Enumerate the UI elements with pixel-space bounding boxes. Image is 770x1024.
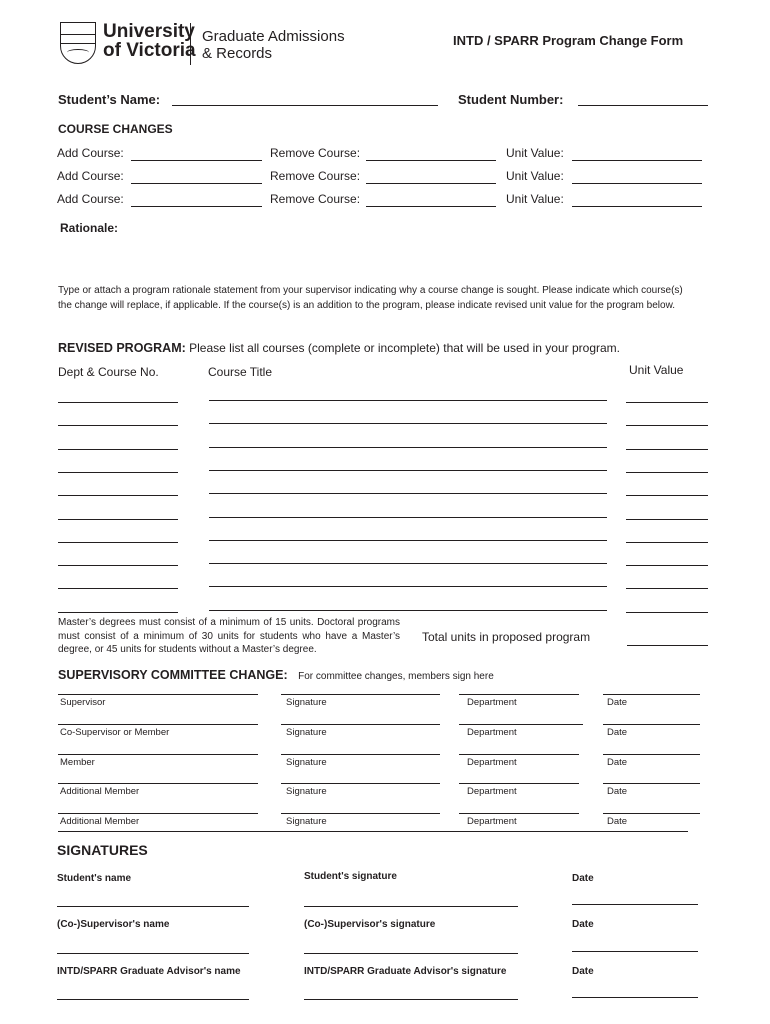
committee-date-field[interactable] xyxy=(603,694,700,695)
add-course-label: Add Course: xyxy=(57,146,124,160)
unit-value-field[interactable] xyxy=(626,542,708,543)
remove-course-label: Remove Course: xyxy=(270,192,361,206)
signature-name-label: INTD/SPARR Graduate Advisor's name xyxy=(57,966,241,977)
dept-course-field[interactable] xyxy=(58,519,178,520)
committee-department-label: Department xyxy=(467,757,517,768)
dept-course-field[interactable] xyxy=(58,425,178,426)
committee-department-label: Department xyxy=(467,816,517,827)
committee-department-field[interactable] xyxy=(459,694,579,695)
committee-role-label: Co-Supervisor or Member xyxy=(60,727,170,738)
signature-sig-label: (Co-)Supervisor's signature xyxy=(304,919,436,930)
committee-signature-field[interactable] xyxy=(281,754,440,755)
committee-signature-label: Signature xyxy=(286,727,327,738)
course-title-field[interactable] xyxy=(209,400,607,401)
department-name xyxy=(202,28,345,62)
unit-value-field[interactable] xyxy=(626,612,708,613)
signature-sig-label: Student's signature xyxy=(304,871,397,882)
committee-department-field[interactable] xyxy=(459,754,579,755)
revised-program-instruction: Please list all courses (complete or incomplete) that will be used in your program. xyxy=(189,341,620,355)
logo-line-2: of Victoria xyxy=(103,40,196,61)
signature-date-label: Date xyxy=(572,966,594,977)
dept-line-1: Graduate Admissions xyxy=(202,28,345,45)
dept-course-field[interactable] xyxy=(58,472,178,473)
remove-course-label: Remove Course: xyxy=(270,146,361,160)
student-number-field[interactable] xyxy=(578,105,708,106)
unit-value-label: Unit Value: xyxy=(506,146,564,160)
course-title-field[interactable] xyxy=(209,540,607,541)
committee-signature-field[interactable] xyxy=(281,724,440,725)
committee-name-field[interactable] xyxy=(58,754,258,755)
unit-value-field[interactable] xyxy=(572,183,702,184)
signature-name-field[interactable] xyxy=(57,953,249,954)
col-title-header: Course Title xyxy=(208,365,273,379)
student-name-field[interactable] xyxy=(172,105,438,106)
course-title-field[interactable] xyxy=(209,447,607,448)
signature-date-field[interactable] xyxy=(572,951,698,952)
student-name-label: Student’s Name: xyxy=(58,92,161,107)
committee-name-field[interactable] xyxy=(58,724,258,725)
signature-sig-field[interactable] xyxy=(304,953,518,954)
dept-course-field[interactable] xyxy=(58,565,178,566)
remove-course-field[interactable] xyxy=(366,160,496,161)
course-changes-heading: COURSE CHANGES xyxy=(58,122,173,136)
university-crest-icon xyxy=(60,22,96,64)
committee-date-label: Date xyxy=(607,757,628,768)
course-title-field[interactable] xyxy=(209,586,607,587)
signature-date-field[interactable] xyxy=(572,997,698,998)
add-course-label: Add Course: xyxy=(57,169,124,183)
course-title-field[interactable] xyxy=(209,563,607,564)
committee-bottom-rule xyxy=(58,831,688,832)
total-units-label: Total units in proposed program xyxy=(422,630,591,644)
logo-divider xyxy=(190,23,191,65)
signature-name-label: Student's name xyxy=(57,873,132,884)
unit-value-label: Unit Value: xyxy=(506,192,564,206)
unit-value-label: Unit Value: xyxy=(506,169,564,183)
signature-sig-field[interactable] xyxy=(304,906,518,907)
committee-department-label: Department xyxy=(467,786,517,797)
committee-signature-label: Signature xyxy=(286,757,327,768)
committee-signature-field[interactable] xyxy=(281,783,440,784)
committee-name-field[interactable] xyxy=(58,813,258,814)
course-title-field[interactable] xyxy=(209,517,607,518)
signature-sig-label: INTD/SPARR Graduate Advisor's signature xyxy=(304,966,507,977)
add-course-field[interactable] xyxy=(131,183,262,184)
col-dept-header: Dept & Course No. xyxy=(58,365,159,379)
unit-value-field[interactable] xyxy=(572,160,702,161)
course-title-field[interactable] xyxy=(209,423,607,424)
unit-value-field[interactable] xyxy=(626,449,708,450)
logo-line-1: University xyxy=(103,21,195,42)
remove-course-field[interactable] xyxy=(366,183,496,184)
unit-value-field[interactable] xyxy=(626,565,708,566)
unit-value-field[interactable] xyxy=(626,519,708,520)
course-title-field[interactable] xyxy=(209,470,607,471)
signature-name-field[interactable] xyxy=(57,999,249,1000)
committee-heading: SUPERVISORY COMMITTEE CHANGE: xyxy=(58,668,288,682)
committee-department-field[interactable] xyxy=(459,813,579,814)
committee-signature-label: Signature xyxy=(286,786,327,797)
committee-instruction: For committee changes, members sign here xyxy=(298,671,494,682)
committee-date-field[interactable] xyxy=(603,724,700,725)
committee-date-field[interactable] xyxy=(603,813,700,814)
unit-value-field[interactable] xyxy=(626,495,708,496)
committee-department-field[interactable] xyxy=(459,724,583,725)
committee-department-label: Department xyxy=(467,697,517,708)
add-course-field[interactable] xyxy=(131,206,262,207)
dept-line-2: & Records xyxy=(202,45,273,62)
signature-date-label: Date xyxy=(572,919,594,930)
committee-signature-label: Signature xyxy=(286,697,327,708)
unit-value-field[interactable] xyxy=(626,588,708,589)
form-title: INTD / SPARR Program Change Form xyxy=(453,33,684,48)
committee-department-field[interactable] xyxy=(459,783,579,784)
revised-program-heading-line xyxy=(58,341,620,355)
revised-program-heading: REVISED PROGRAM: xyxy=(58,341,186,355)
dept-course-field[interactable] xyxy=(58,612,178,613)
committee-signature-label: Signature xyxy=(286,816,327,827)
dept-course-field[interactable] xyxy=(58,449,178,450)
add-course-field[interactable] xyxy=(131,160,262,161)
university-logo-text xyxy=(103,22,196,60)
add-course-label: Add Course: xyxy=(57,192,124,206)
committee-role-label: Supervisor xyxy=(60,697,106,708)
signature-name-field[interactable] xyxy=(57,906,249,907)
unit-value-field[interactable] xyxy=(626,425,708,426)
committee-signature-field[interactable] xyxy=(281,813,440,814)
committee-role-label: Additional Member xyxy=(60,786,140,797)
unit-value-field[interactable] xyxy=(626,472,708,473)
committee-heading-line xyxy=(58,666,494,684)
signature-date-label: Date xyxy=(572,873,594,884)
dept-course-field[interactable] xyxy=(58,542,178,543)
committee-name-field[interactable] xyxy=(58,694,258,695)
committee-role-label: Member xyxy=(60,757,95,768)
dept-course-field[interactable] xyxy=(58,402,178,403)
units-note: Master’s degrees must consist of a minimum of 15 units. Doctoral programs must consist of a minimum of 30 units for students who have a Master’s degree, or 45 units for students without a Master’s degree. xyxy=(58,617,400,655)
col-unit-header: Unit Value xyxy=(629,363,684,377)
committee-role-label: Additional Member xyxy=(60,816,140,827)
committee-name-field[interactable] xyxy=(58,783,258,784)
committee-signature-field[interactable] xyxy=(281,694,440,695)
student-number-label: Student Number: xyxy=(458,92,564,107)
rationale-text: Type or attach a program rationale statement from your supervisor indicating why a course change is sought. Please indicate which course(s) the change will replace, if applicable. If the course(s) is an addition to the program, please indicate revised unit value for the program below. xyxy=(58,285,683,311)
signature-name-label: (Co-)Supervisor's name xyxy=(57,919,170,930)
committee-department-label: Department xyxy=(467,727,517,738)
signatures-heading: SIGNATURES xyxy=(57,842,148,858)
rationale-heading: Rationale: xyxy=(60,221,119,235)
committee-date-label: Date xyxy=(607,816,628,827)
unit-value-field[interactable] xyxy=(572,206,702,207)
signature-sig-field[interactable] xyxy=(304,999,518,1000)
committee-date-label: Date xyxy=(607,727,628,738)
committee-date-field[interactable] xyxy=(603,783,700,784)
dept-course-field[interactable] xyxy=(58,495,178,496)
course-title-field[interactable] xyxy=(209,493,607,494)
committee-date-label: Date xyxy=(607,786,628,797)
total-units-field[interactable] xyxy=(627,645,708,646)
committee-date-field[interactable] xyxy=(603,754,700,755)
dept-course-field[interactable] xyxy=(58,588,178,589)
signature-date-field[interactable] xyxy=(572,904,698,905)
committee-date-label: Date xyxy=(607,697,628,708)
remove-course-field[interactable] xyxy=(366,206,496,207)
remove-course-label: Remove Course: xyxy=(270,169,361,183)
unit-value-field[interactable] xyxy=(626,402,708,403)
course-title-field[interactable] xyxy=(209,610,607,611)
